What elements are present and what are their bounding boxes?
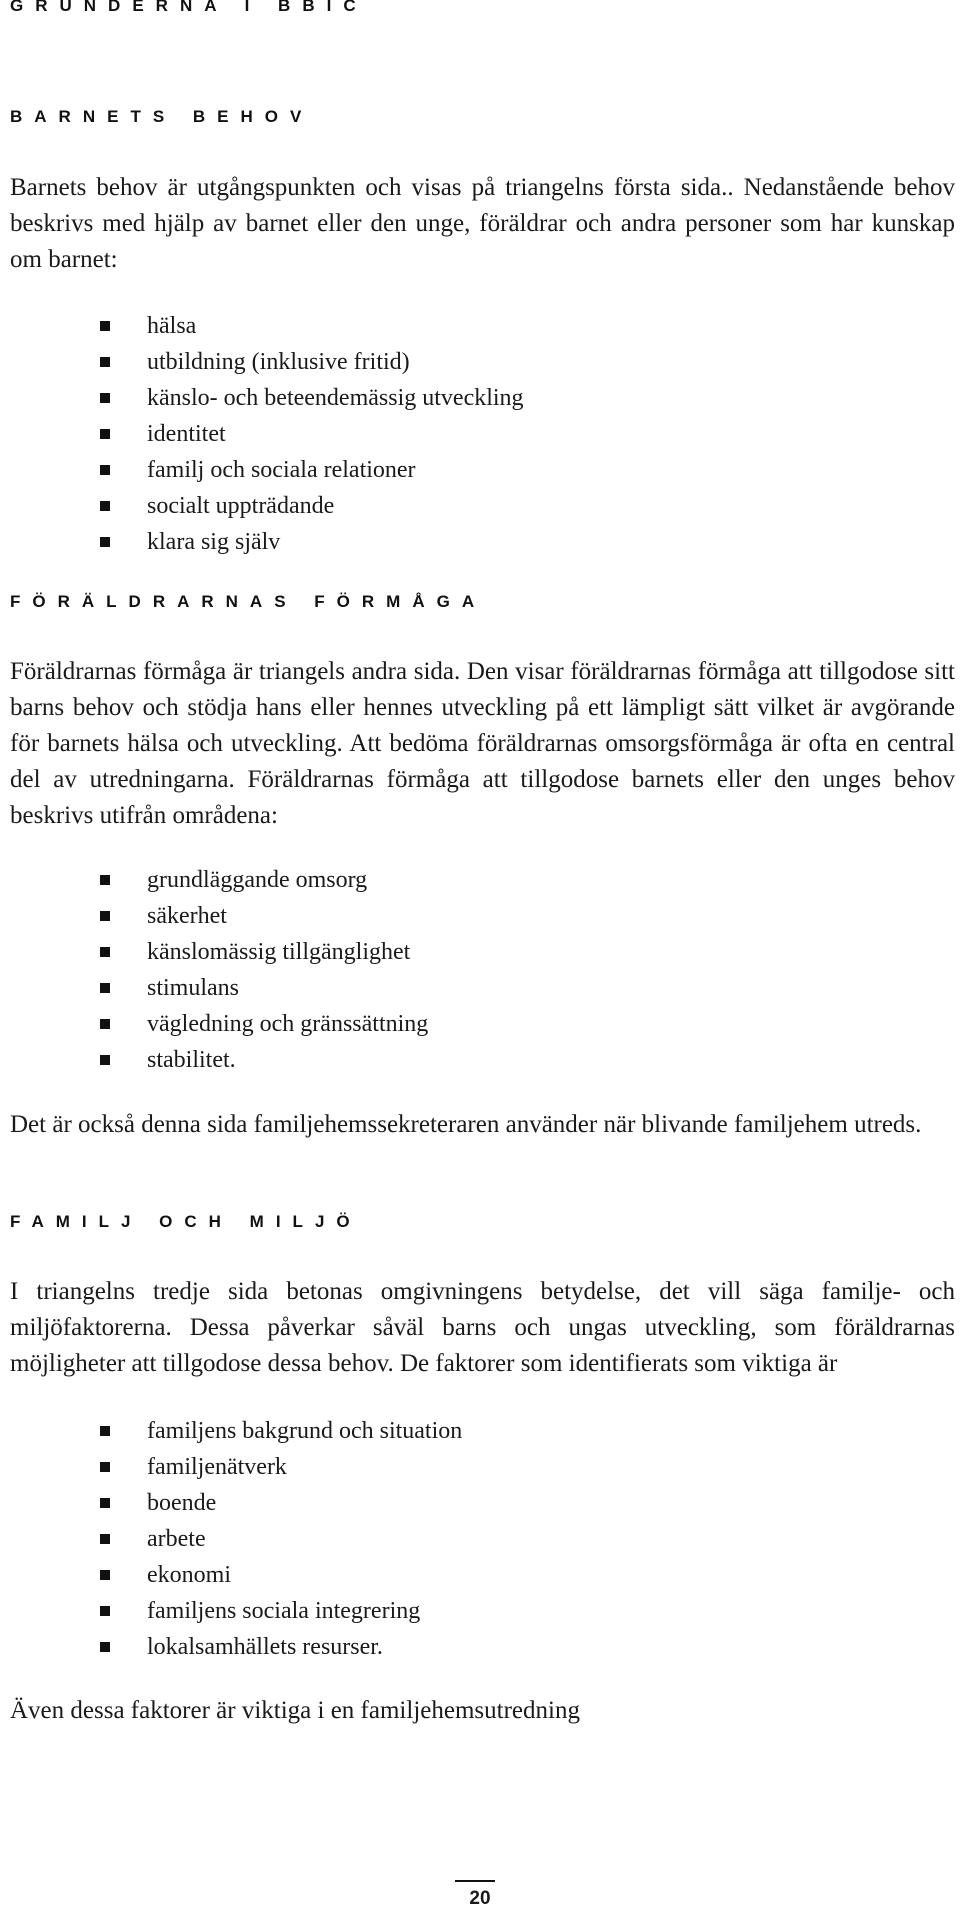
bullet-square-icon (100, 875, 110, 885)
bullet-square-icon (100, 983, 110, 993)
list-item: grundläggande omsorg (100, 862, 428, 898)
bullet-square-icon (100, 1498, 110, 1508)
list-item: arbete (100, 1521, 462, 1557)
bullet-square-icon (100, 501, 110, 511)
list-item: utbildning (inklusive fritid) (100, 344, 524, 380)
bullet-square-icon (100, 537, 110, 547)
bullet-square-icon (100, 911, 110, 921)
bullet-square-icon (100, 1019, 110, 1029)
list-item: boende (100, 1485, 462, 1521)
paragraph-familj-och-miljo-intro: I triangelns tredje sida betonas omgivningens betydelse, det vill säga familje- och miljöfaktorerna. Dessa påverkar såväl barns och ungas utveckling, som föräldrarnas möjligheter att tillgodose dessa behov. De faktorer som identifierats som viktiga är (10, 1278, 955, 1377)
bullet-square-icon (100, 1606, 110, 1616)
list-item: identitet (100, 416, 524, 452)
section-heading-familj-och-miljo: FAMILJ OCH MILJÖ (10, 1212, 362, 1231)
list-item: familjens sociala integrering (100, 1593, 462, 1629)
bullet-square-icon (100, 429, 110, 439)
list-item: ekonomi (100, 1557, 462, 1593)
bullet-square-icon (100, 1426, 110, 1436)
list-item: socialt uppträdande (100, 488, 524, 524)
bullet-square-icon (100, 1055, 110, 1065)
bullet-square-icon (100, 357, 110, 367)
paragraph-foraldrarnas-formaga-outro: Det är också denna sida familjehemssekreteraren använder när blivande familjehem utreds. (10, 1111, 922, 1138)
list-item: stimulans (100, 970, 428, 1006)
list-item: säkerhet (100, 898, 428, 934)
list-item: lokalsamhällets resurser. (100, 1629, 462, 1665)
list-item: familjens bakgrund och situation (100, 1413, 462, 1449)
footer-divider (455, 1880, 495, 1882)
list-item: känslo- och beteendemässig utveckling (100, 380, 524, 416)
bullet-square-icon (100, 1570, 110, 1580)
list-item: vägledning och gränssättning (100, 1006, 428, 1042)
paragraph-foraldrarnas-formaga-intro: Föräldrarnas förmåga är triangels andra sida. Den visar föräldrarnas förmåga att tillgodose sitt barns behov och stödja hans eller hennes utveckling på ett lämpligt sätt vilket är avgörande för barnets hälsa och utveckling. Att bedöma föräldrarnas omsorgsförmåga är ofta en central del av utredningarna. Föräldrarnas förmåga att tillgodose barnets eller den unges behov beskrivs utifrån områdena: (10, 658, 955, 829)
list-item: känslomässig tillgänglighet (100, 934, 428, 970)
section-heading-barnets-behov: BARNETS BEHOV (10, 107, 314, 126)
list-item: klara sig själv (100, 524, 524, 560)
bullet-square-icon (100, 321, 110, 331)
bullet-list-familj-och-miljo (100, 1413, 462, 1665)
bullet-square-icon (100, 465, 110, 475)
bullet-square-icon (100, 1462, 110, 1472)
section-heading-foraldrarnas-formaga: FÖRÄLDRARNAS FÖRMÅGA (10, 592, 487, 611)
bullet-square-icon (100, 1642, 110, 1652)
bullet-square-icon (100, 1534, 110, 1544)
paragraph-barnets-behov-intro: Barnets behov är utgångspunkten och visas på triangelns första sida.. Nedanstående behov beskrivs med hjälp av barnet eller den unge, föräldrar och andra personer som har kunskap om barnet: (10, 174, 955, 273)
paragraph-familj-och-miljo-outro: Även dessa faktorer är viktiga i en familjehemsutredning (10, 1697, 580, 1724)
list-item: hälsa (100, 308, 524, 344)
list-item: familj och sociala relationer (100, 452, 524, 488)
list-item: familjenätverk (100, 1449, 462, 1485)
bullet-square-icon (100, 947, 110, 957)
bullet-list-foraldrarnas-formaga (100, 862, 428, 1078)
bullet-list-barnets-behov (100, 308, 524, 560)
running-header: GRUNDERNA I BBIC (10, 0, 368, 15)
list-item: stabilitet. (100, 1042, 428, 1078)
page-number: 20 (469, 1888, 491, 1909)
bullet-square-icon (100, 393, 110, 403)
